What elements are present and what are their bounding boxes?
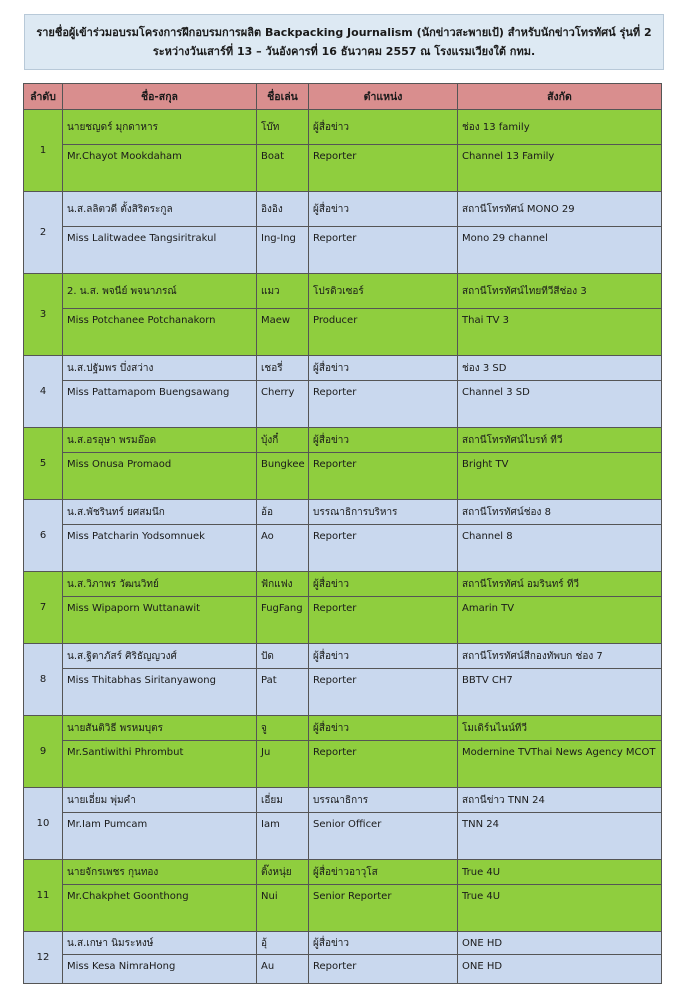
cell-name-english: Miss Lalitwadee Tangsiritrakul [63, 227, 257, 274]
table-row [24, 227, 662, 274]
table-row [24, 860, 662, 885]
table-row [24, 356, 662, 381]
header-affiliation: สังกัด [458, 84, 662, 110]
cell-name-thai: นายเอี่ยม พุ่มคำ [63, 788, 257, 813]
table-row [24, 309, 662, 356]
cell-nickname-thai: บุ้งกี๋ [257, 428, 309, 453]
cell-nickname-english: Iam [257, 813, 309, 860]
table-row [24, 644, 662, 669]
table-row [24, 381, 662, 428]
cell-number: 9 [24, 716, 63, 788]
cell-position-thai: บรรณาธิการบริหาร [309, 500, 458, 525]
header-name: ชื่อ-สกุล [63, 84, 257, 110]
header-nickname: ชื่อเล่น [257, 84, 309, 110]
table-row [24, 932, 662, 955]
header-no: ลำดับ [24, 84, 63, 110]
cell-name-english: Mr.Santiwithi Phrombut [63, 741, 257, 788]
cell-name-thai: น.ส.เกษา นิมระหงษ์ [63, 932, 257, 955]
cell-affiliation-thai: สถานีโทรทัศน์สีกองทัพบก ช่อง 7 [458, 644, 662, 669]
cell-name-english: Miss Wipaporn Wuttanawit [63, 597, 257, 644]
table-row [24, 110, 662, 145]
cell-affiliation-english: Bright TV [458, 453, 662, 500]
table-body [24, 110, 662, 984]
table-row [24, 669, 662, 716]
cell-number: 8 [24, 644, 63, 716]
cell-name-thai: นายสันติวิธี พรหมบุตร [63, 716, 257, 741]
cell-name-thai: 2. น.ส. พจนีย์ พจนาภรณ์ [63, 274, 257, 309]
table-row [24, 885, 662, 932]
cell-name-english: Mr.Chakphet Goonthong [63, 885, 257, 932]
cell-nickname-english: Bungkee [257, 453, 309, 500]
cell-name-english: Miss Thitabhas Siritanyawong [63, 669, 257, 716]
participants-table [23, 83, 662, 984]
cell-number: 7 [24, 572, 63, 644]
cell-nickname-english: Pat [257, 669, 309, 716]
cell-position-english: Reporter [309, 955, 458, 984]
cell-affiliation-thai: สถานีโทรทัศน์ อมรินทร์ ทีวี [458, 572, 662, 597]
cell-position-thai: ผู้สื่อข่าวอาวุโส [309, 860, 458, 885]
cell-number: 5 [24, 428, 63, 500]
cell-affiliation-thai: ช่อง 13 family [458, 110, 662, 145]
cell-nickname-thai: เอี่ยม [257, 788, 309, 813]
cell-nickname-english: Boat [257, 145, 309, 192]
cell-nickname-english: Au [257, 955, 309, 984]
document-title [24, 14, 664, 70]
cell-nickname-thai: อ้อ [257, 500, 309, 525]
cell-name-english: Miss Kesa NimraHong [63, 955, 257, 984]
cell-affiliation-english: Amarin TV [458, 597, 662, 644]
cell-nickname-thai: อิงอิง [257, 192, 309, 227]
cell-affiliation-english: ONE HD [458, 955, 662, 984]
cell-nickname-thai: โบ๊ท [257, 110, 309, 145]
cell-position-english: Reporter [309, 381, 458, 428]
table-row [24, 274, 662, 309]
cell-position-thai: ผู้สื่อข่าว [309, 110, 458, 145]
cell-number: 3 [24, 274, 63, 356]
cell-affiliation-english: TNN 24 [458, 813, 662, 860]
cell-name-thai: น.ส.วิภาพร วัฒนวิทย์ [63, 572, 257, 597]
cell-number: 12 [24, 932, 63, 984]
cell-name-english: Miss Patcharin Yodsomnuek [63, 525, 257, 572]
cell-name-thai: น.ส.ปฐัมพร บึ่งสว่าง [63, 356, 257, 381]
table-row [24, 525, 662, 572]
cell-number: 1 [24, 110, 63, 192]
cell-affiliation-thai: ช่อง 3 SD [458, 356, 662, 381]
cell-affiliation-thai: สถานีโทรทัศน์ช่อง 8 [458, 500, 662, 525]
cell-nickname-thai: อุ้ [257, 932, 309, 955]
cell-position-thai: ผู้สื่อข่าว [309, 932, 458, 955]
table-row [24, 716, 662, 741]
cell-nickname-thai: ติ๊งหนุ่ย [257, 860, 309, 885]
cell-nickname-english: FugFang [257, 597, 309, 644]
cell-nickname-thai: ฟักแฟง [257, 572, 309, 597]
table-header-row [24, 84, 662, 110]
cell-affiliation-english: Thai TV 3 [458, 309, 662, 356]
cell-name-thai: น.ส.อรอุษา พรมอ๊อด [63, 428, 257, 453]
cell-nickname-thai: เชอรี่ [257, 356, 309, 381]
cell-position-english: Reporter [309, 453, 458, 500]
cell-affiliation-thai: สถานีโทรทัศน์ MONO 29 [458, 192, 662, 227]
cell-affiliation-thai: สถานีโทรทัศน์ไทยทีวีสีช่อง 3 [458, 274, 662, 309]
table-row [24, 145, 662, 192]
cell-position-english: Reporter [309, 741, 458, 788]
table-row [24, 955, 662, 984]
cell-position-english: Senior Reporter [309, 885, 458, 932]
cell-position-english: Reporter [309, 525, 458, 572]
cell-name-thai: น.ส.พัชรินทร์ ยศสมนึก [63, 500, 257, 525]
cell-number: 2 [24, 192, 63, 274]
cell-nickname-english: Cherry [257, 381, 309, 428]
cell-nickname-english: Nui [257, 885, 309, 932]
cell-name-english: Miss Pattamapom Buengsawang [63, 381, 257, 428]
cell-position-english: Reporter [309, 145, 458, 192]
cell-nickname-english: Ao [257, 525, 309, 572]
cell-nickname-thai: ปัด [257, 644, 309, 669]
table-row [24, 597, 662, 644]
cell-number: 4 [24, 356, 63, 428]
cell-position-thai: บรรณาธิการ [309, 788, 458, 813]
cell-affiliation-english: True 4U [458, 885, 662, 932]
cell-affiliation-english: Channel 8 [458, 525, 662, 572]
cell-name-thai: นายจักรเพชร กุนทอง [63, 860, 257, 885]
cell-affiliation-thai: True 4U [458, 860, 662, 885]
cell-affiliation-thai: โมเดิร์นไนน์ทีวี [458, 716, 662, 741]
cell-position-thai: ผู้สื่อข่าว [309, 644, 458, 669]
cell-position-thai: ผู้สื่อข่าว [309, 192, 458, 227]
cell-number: 10 [24, 788, 63, 860]
cell-position-thai: ผู้สื่อข่าว [309, 428, 458, 453]
cell-affiliation-thai: ONE HD [458, 932, 662, 955]
table-row [24, 813, 662, 860]
title-line-1: รายชื่อผู้เข้าร่วมอบรมโครงการฝึกอบรมการผลิต Backpacking Journalism (นักข่าวสะพายเป้) สำหรับนักข่าวโทรทัศน์ รุ่นที่ 2 [36, 26, 652, 39]
table-row [24, 500, 662, 525]
cell-nickname-thai: จู [257, 716, 309, 741]
cell-position-thai: โปรดิวเซอร์ [309, 274, 458, 309]
cell-nickname-english: Ing-Ing [257, 227, 309, 274]
title-line-2: ระหว่างวันเสาร์ที่ 13 – วันอังคารที่ 16 ธันวาคม 2557 ณ โรงแรมเวียงใต้ กทม. [152, 45, 536, 58]
cell-position-thai: ผู้สื่อข่าว [309, 716, 458, 741]
cell-position-english: Producer [309, 309, 458, 356]
cell-name-thai: น.ส.ลลิตวดี ตั้งสิริตระกูล [63, 192, 257, 227]
cell-nickname-english: Maew [257, 309, 309, 356]
cell-name-english: Miss Potchanee Potchanakorn [63, 309, 257, 356]
table-row [24, 453, 662, 500]
cell-position-english: Reporter [309, 669, 458, 716]
cell-affiliation-english: Modernine TVThai News Agency MCOT [458, 741, 662, 788]
cell-position-english: Reporter [309, 227, 458, 274]
table-row [24, 788, 662, 813]
cell-affiliation-english: Mono 29 channel [458, 227, 662, 274]
cell-number: 6 [24, 500, 63, 572]
cell-name-english: Mr.Chayot Mookdaham [63, 145, 257, 192]
table-row [24, 741, 662, 788]
cell-affiliation-english: BBTV CH7 [458, 669, 662, 716]
table-row [24, 572, 662, 597]
cell-affiliation-english: Channel 13 Family [458, 145, 662, 192]
cell-nickname-english: Ju [257, 741, 309, 788]
header-position: ตำแหน่ง [309, 84, 458, 110]
cell-affiliation-english: Channel 3 SD [458, 381, 662, 428]
cell-number: 11 [24, 860, 63, 932]
cell-affiliation-thai: สถานีโทรทัศน์ไบรท์ ทีวี [458, 428, 662, 453]
cell-name-thai: น.ส.ฐิตาภัสร์ ศิริธัญญวงศ์ [63, 644, 257, 669]
table-row [24, 428, 662, 453]
cell-position-thai: ผู้สื่อข่าว [309, 356, 458, 381]
cell-affiliation-thai: สถานีข่าว TNN 24 [458, 788, 662, 813]
cell-name-english: Miss Onusa Promaod [63, 453, 257, 500]
cell-name-english: Mr.Iam Pumcam [63, 813, 257, 860]
cell-position-english: Reporter [309, 597, 458, 644]
cell-nickname-thai: แมว [257, 274, 309, 309]
cell-position-english: Senior Officer [309, 813, 458, 860]
cell-position-thai: ผู้สื่อข่าว [309, 572, 458, 597]
table-row [24, 192, 662, 227]
cell-name-thai: นายชญดร์ มุกดาหาร [63, 110, 257, 145]
